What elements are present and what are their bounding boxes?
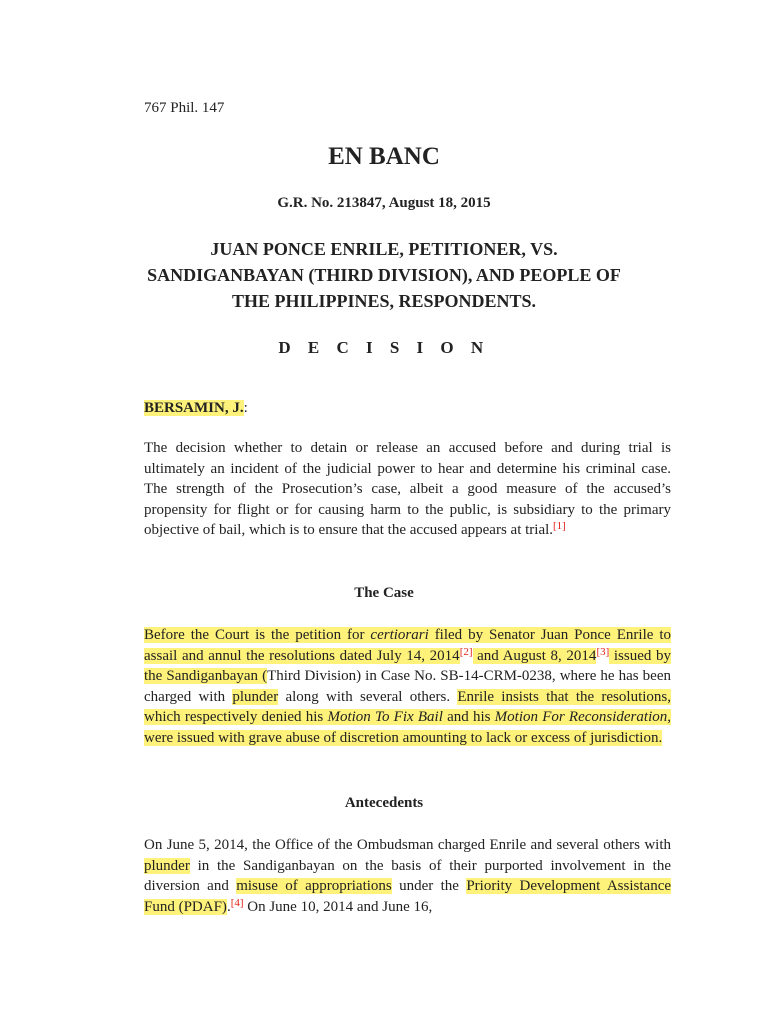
citation: 767 Phil. 147 bbox=[144, 100, 225, 116]
ante-text-a: On June 5, 2014, the Office of the Ombudsman charged Enrile and several others with bbox=[144, 837, 671, 853]
ponente-name: BERSAMIN, J. bbox=[144, 400, 244, 416]
case-text-i: , were issued with grave abuse of discretion amounting to lack or excess of jurisdiction. bbox=[144, 709, 671, 746]
footnote-link-1[interactable]: [1] bbox=[553, 520, 566, 532]
ante-text-b: in the Sandiganbayan on the basis of their purported involvement in the diversion and bbox=[144, 857, 671, 894]
antecedents-paragraph bbox=[144, 835, 671, 917]
decision-heading: D E C I S I O N bbox=[278, 338, 490, 357]
case-paragraph bbox=[144, 625, 671, 748]
case-text-b: filed by Senator Juan Ponce Enrile to assail and annul the resolutions dated July 14, 2014 bbox=[144, 627, 672, 664]
footnote-link-4[interactable]: [4] bbox=[230, 896, 244, 909]
ponente-colon: : bbox=[243, 400, 248, 416]
case-text-a: Before the Court is the petition for bbox=[144, 627, 371, 643]
ante-pdaf: Priority Development Assistance Fund (PDAF) bbox=[144, 878, 672, 915]
section-title-antecedents: Antecedents bbox=[344, 795, 424, 811]
parties-line-1: JUAN PONCE ENRILE, PETITIONER, VS. bbox=[210, 239, 558, 259]
ante-text-e: On June 10, 2014 and June 16, bbox=[243, 898, 433, 915]
case-text-h: and his bbox=[442, 709, 495, 725]
case-text-f: along with several others. bbox=[278, 688, 458, 705]
ante-text-d: . bbox=[226, 898, 231, 915]
ponente bbox=[144, 400, 248, 417]
case-text-d: issued by the Sandiganbayan ( bbox=[144, 647, 672, 684]
case-text-e: Third Division) in Case No. SB-14-CRM-0238, where he has been charged with bbox=[144, 668, 671, 705]
ante-plunder: plunder bbox=[144, 857, 190, 874]
case-plunder: plunder bbox=[232, 688, 279, 705]
division-heading: EN BANC bbox=[328, 143, 440, 170]
gr-number: G.R. No. 213847, August 18, 2015 bbox=[277, 195, 491, 211]
footnote-link-3[interactable]: [3] bbox=[596, 645, 610, 658]
case-text-c: and August 8, 2014 bbox=[472, 647, 597, 664]
parties-line-2: SANDIGANBAYAN (THIRD DIVISION), AND PEOPLE OF bbox=[147, 265, 621, 285]
case-text-g: Enrile insists that the resolutions, which respectively denied his bbox=[144, 688, 671, 725]
case-certiorari: certiorari bbox=[370, 627, 429, 643]
case-motion-reconsideration: Motion For Reconsideration bbox=[494, 709, 668, 725]
intro-text: The decision whether to detain or release an accused before and during trial is ultimately an incident of the judicial power to hear and determine his criminal case. The strength of the Prosecution’s case, albeit a good measure of the accused’s propensity for flight or for causing harm to the public, is subsidiary to the primary objective of bail, which is to ensure that the accused appears at trial. bbox=[144, 440, 671, 538]
ante-text-c: under the bbox=[391, 878, 467, 894]
section-title-case: The Case bbox=[354, 585, 414, 601]
parties-line-3: THE PHILIPPINES, RESPONDENTS. bbox=[231, 291, 537, 311]
ante-misuse: misuse of appropriations bbox=[236, 878, 392, 894]
case-motion-fix-bail: Motion To Fix Bail bbox=[327, 709, 443, 725]
case-parties bbox=[0, 236, 768, 314]
footnote-link-2[interactable]: [2] bbox=[459, 645, 473, 658]
intro-paragraph bbox=[144, 438, 671, 541]
